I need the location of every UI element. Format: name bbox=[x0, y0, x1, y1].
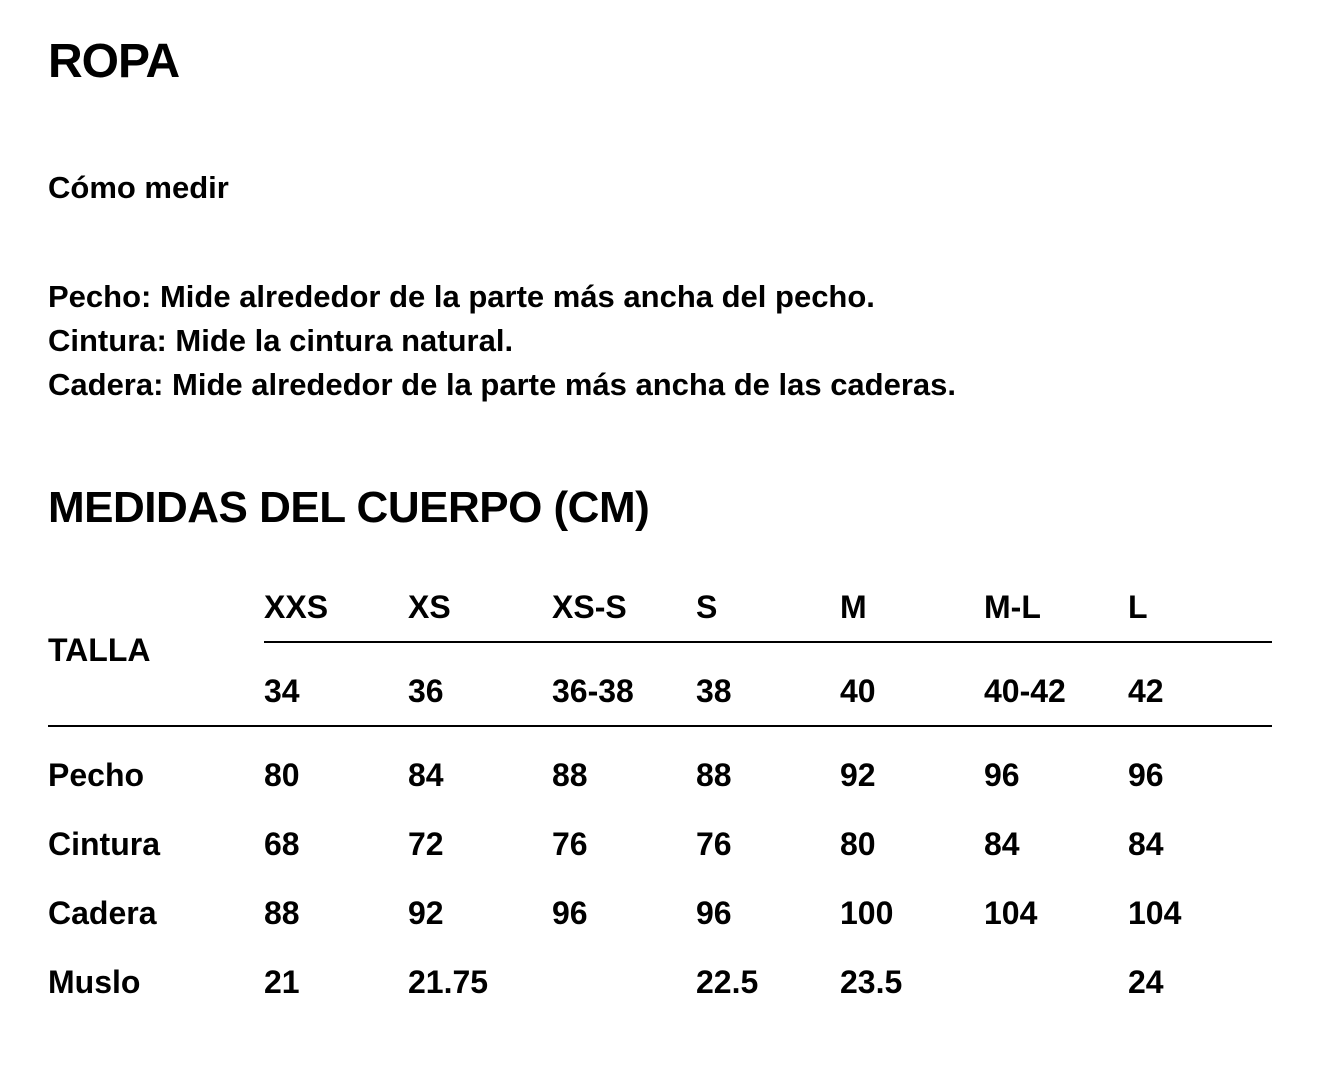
measurement-cell: 96 bbox=[696, 895, 732, 931]
size-number-header: 40 bbox=[840, 673, 876, 709]
measurement-cell: 72 bbox=[408, 826, 444, 862]
instruction-waist: Cintura: Mide la cintura natural. bbox=[48, 323, 514, 358]
instruction-hip: Cadera: Mide alrededor de la parte más ancha de las caderas. bbox=[48, 367, 957, 402]
measurement-cell: 92 bbox=[840, 757, 876, 793]
size-number-header: 36 bbox=[408, 673, 444, 709]
page-title: ROPA bbox=[48, 35, 180, 88]
measurement-cell: 84 bbox=[408, 757, 444, 793]
size-letter-header: M-L bbox=[984, 589, 1041, 625]
measurement-cell: 84 bbox=[984, 826, 1020, 862]
measurement-cell: 80 bbox=[840, 826, 876, 862]
size-number-header: 36-38 bbox=[552, 673, 634, 709]
measurement-cell: 22.5 bbox=[696, 964, 759, 1000]
size-number-header: 38 bbox=[696, 673, 732, 709]
measurement-cell: 80 bbox=[264, 757, 300, 793]
row-label-cintura: Cintura bbox=[48, 826, 160, 862]
measurement-cell: 92 bbox=[408, 895, 444, 931]
body-measurements-title: MEDIDAS DEL CUERPO (CM) bbox=[48, 483, 650, 532]
measurement-cell: 104 bbox=[1128, 895, 1182, 931]
measurement-cell: 96 bbox=[984, 757, 1020, 793]
measurement-cell: 96 bbox=[1128, 757, 1164, 793]
measurement-cell: 21.75 bbox=[408, 964, 489, 1000]
measurement-cell: 24 bbox=[1128, 964, 1164, 1000]
measurement-cell: 76 bbox=[696, 826, 732, 862]
size-letter-header: XS-S bbox=[552, 589, 627, 625]
measurement-cell: 68 bbox=[264, 826, 300, 862]
size-letter-header: L bbox=[1128, 589, 1148, 625]
header-divider bbox=[264, 641, 1272, 643]
row-label-muslo: Muslo bbox=[48, 964, 141, 1000]
measurement-cell: 23.5 bbox=[840, 964, 903, 1000]
row-label-cadera: Cadera bbox=[48, 895, 157, 931]
size-letter-header: S bbox=[696, 589, 718, 625]
size-letter-header: XS bbox=[408, 589, 451, 625]
size-number-header: 34 bbox=[264, 673, 300, 709]
size-number-header: 40-42 bbox=[984, 673, 1066, 709]
measurement-cell: 104 bbox=[984, 895, 1038, 931]
size-letter-header: XXS bbox=[264, 589, 329, 625]
measurement-cell: 21 bbox=[264, 964, 300, 1000]
measurement-cell: 76 bbox=[552, 826, 588, 862]
measurement-cell: 84 bbox=[1128, 826, 1164, 862]
measurement-cell: 96 bbox=[552, 895, 588, 931]
table-divider bbox=[48, 725, 1272, 727]
size-label: TALLA bbox=[48, 632, 151, 668]
measurement-cell: 88 bbox=[696, 757, 732, 793]
row-label-pecho: Pecho bbox=[48, 757, 145, 793]
measurement-cell: 88 bbox=[552, 757, 588, 793]
instruction-chest: Pecho: Mide alrededor de la parte más ancha del pecho. bbox=[48, 279, 875, 314]
measurement-cell: 100 bbox=[840, 895, 894, 931]
how-to-measure-heading: Cómo medir bbox=[48, 170, 229, 205]
measurement-cell: 88 bbox=[264, 895, 300, 931]
size-number-header: 42 bbox=[1128, 673, 1164, 709]
measurement-instructions bbox=[48, 275, 956, 407]
size-letter-header: M bbox=[840, 589, 867, 625]
